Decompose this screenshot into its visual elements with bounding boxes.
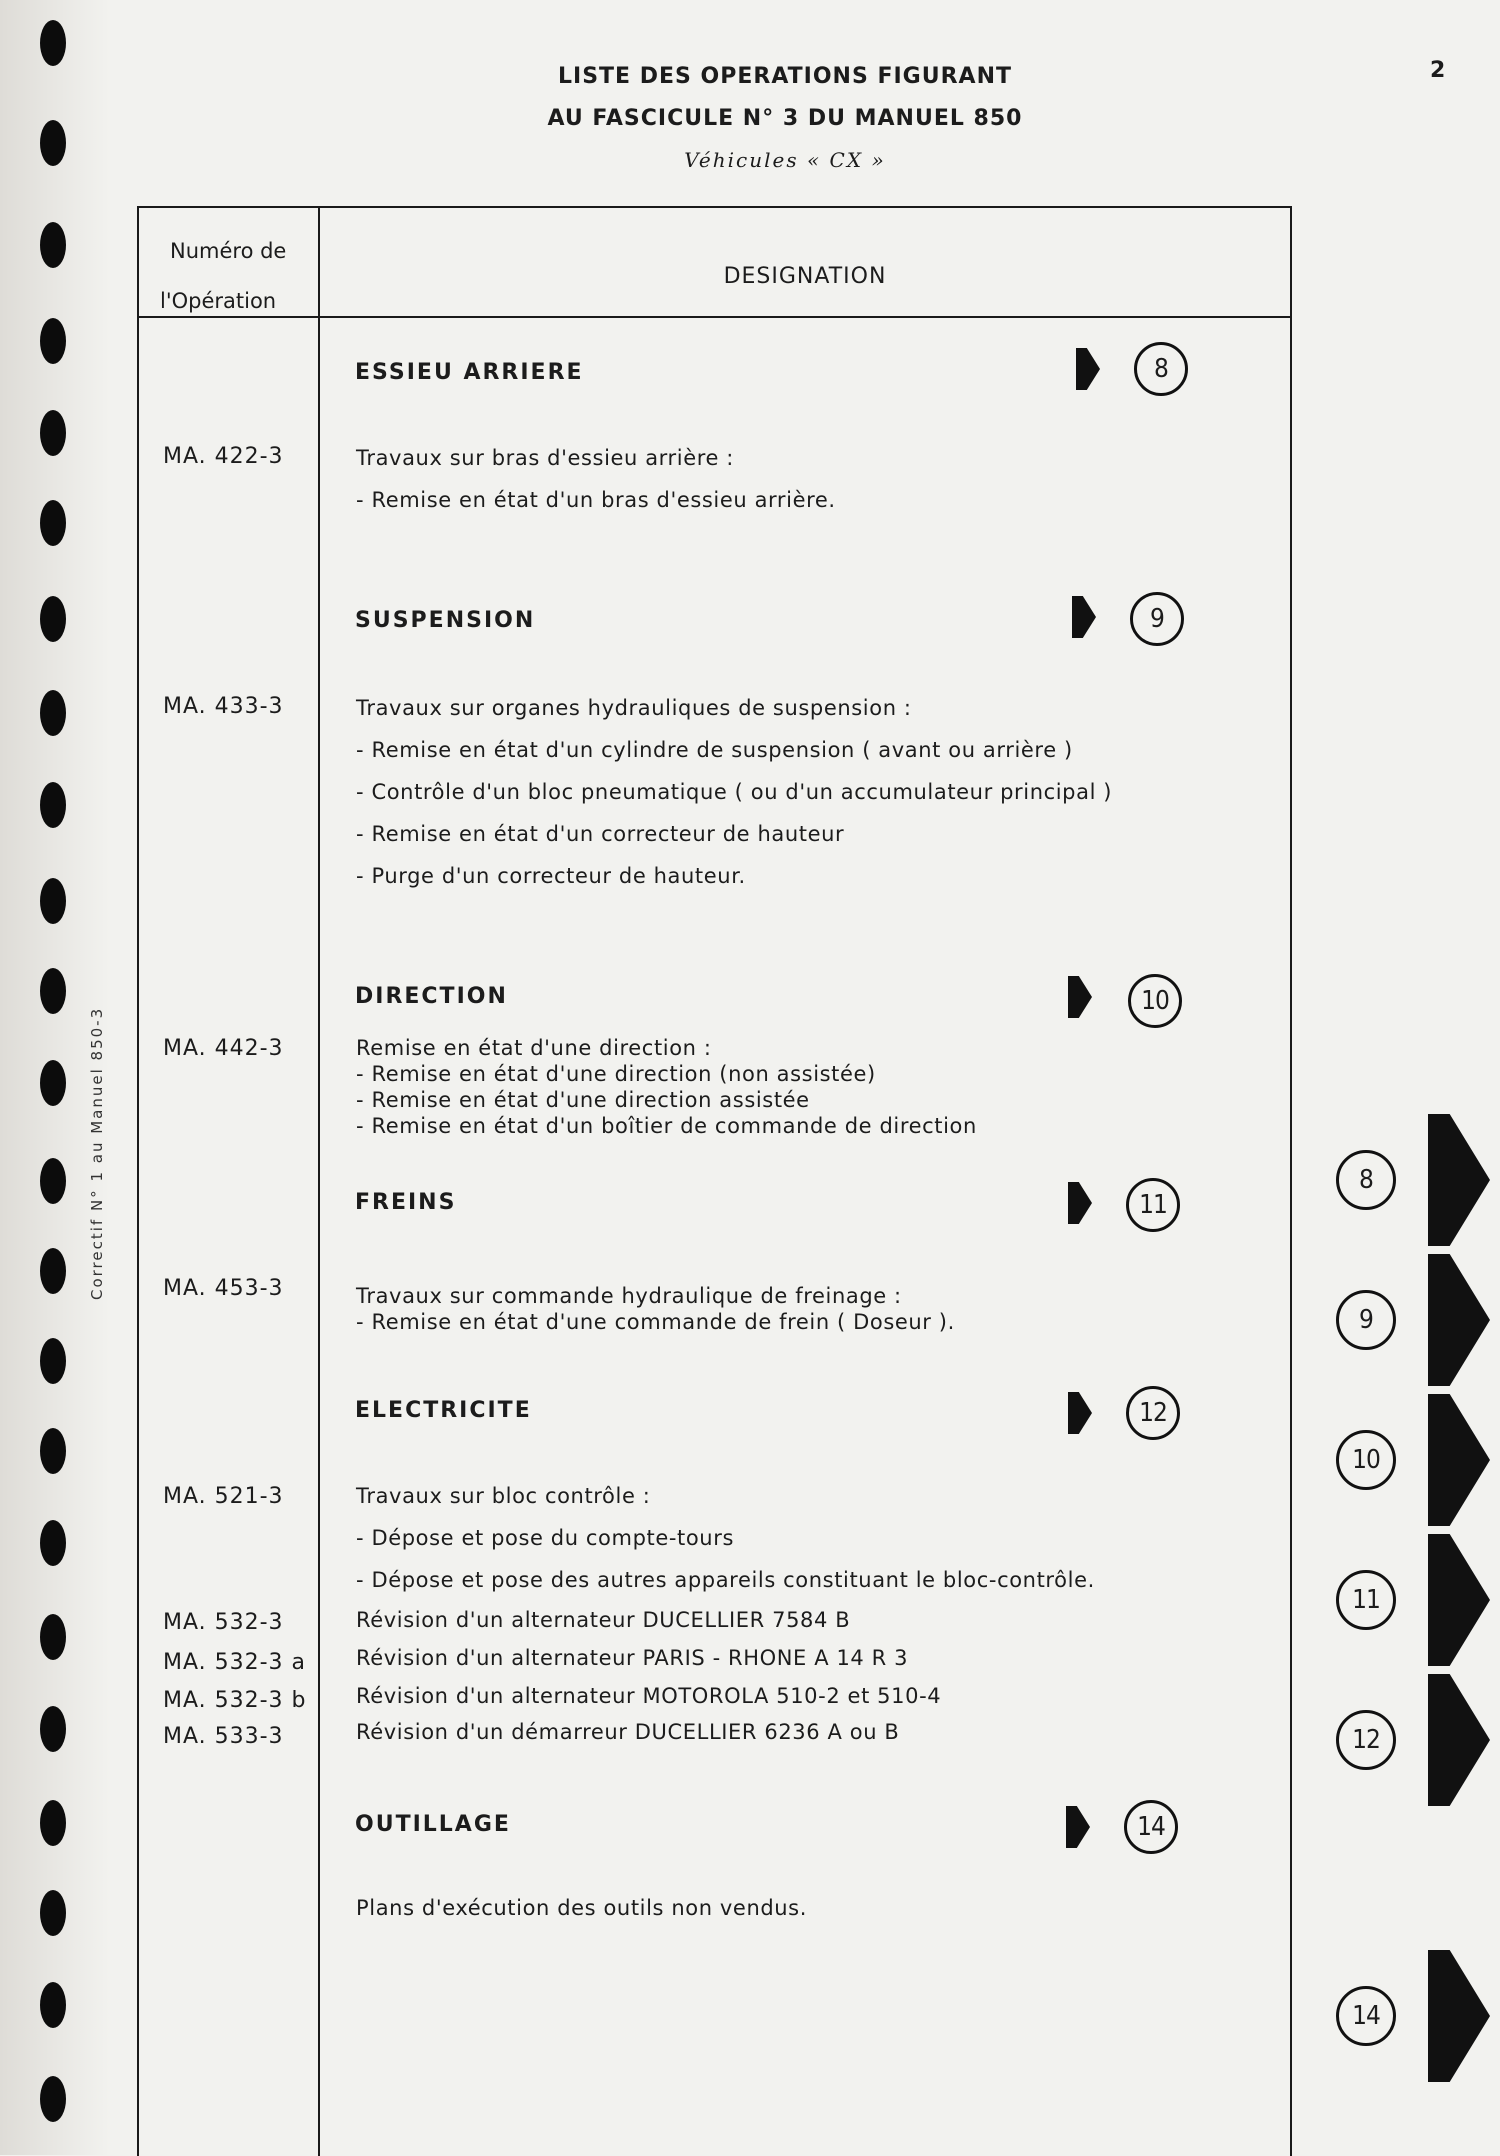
column-header-number-line2: l'Opération [160, 289, 277, 313]
edge-tab-arrow-icon [1428, 1254, 1490, 1386]
operation-line: Remise en état d'une direction : [356, 1036, 712, 1060]
binder-hole [40, 1890, 66, 1936]
tab-circle-icon: 11 [1126, 1178, 1180, 1232]
tab-circle-icon: 10 [1128, 974, 1182, 1028]
operation-line: - Dépose et pose du compte-tours [356, 1526, 734, 1550]
operation-number: MA. 533-3 [163, 1724, 284, 1749]
column-header-number-line1: Numéro de [170, 239, 287, 263]
edge-tab-arrow-icon [1428, 1114, 1490, 1246]
operation-line: Travaux sur commande hydraulique de freinage : [356, 1284, 902, 1308]
binder-hole [40, 968, 66, 1014]
binder-hole [40, 1706, 66, 1752]
operation-line: - Remise en état d'un cylindre de suspension ( avant ou arrière ) [356, 738, 1073, 762]
binder-hole [40, 1248, 66, 1294]
operation-line: Révision d'un démarreur DUCELLIER 6236 A ou B [356, 1720, 900, 1744]
binder-hole [40, 1338, 66, 1384]
operation-line: - Remise en état d'un correcteur de hauteur [356, 822, 845, 846]
section-title-suspension: SUSPENSION [355, 608, 536, 633]
binder-hole [40, 2076, 66, 2122]
tab-circle-icon: 9 [1130, 592, 1184, 646]
operation-line: Révision d'un alternateur DUCELLIER 7584 B [356, 1608, 851, 1632]
binder-hole [40, 318, 66, 364]
column-header-designation: DESIGNATION [723, 264, 887, 289]
header-subtitle: Véhicules « CX » [684, 148, 886, 172]
operation-number: MA. 442-3 [163, 1036, 284, 1061]
operation-line: Révision d'un alternateur MOTOROLA 510-2 et 510-4 [356, 1684, 942, 1708]
binder-hole [40, 1060, 66, 1106]
operation-line: - Remise en état d'un bras d'essieu arrière. [356, 488, 836, 512]
operation-number: MA. 532-3 b [163, 1688, 307, 1713]
operation-number: MA. 422-3 [163, 444, 284, 469]
operation-line: - Purge d'un correcteur de hauteur. [356, 864, 746, 888]
edge-tab-circle-icon: 8 [1336, 1150, 1396, 1210]
binder-hole [40, 1428, 66, 1474]
edge-tab-arrow-icon [1428, 1394, 1490, 1526]
operation-line: Travaux sur bras d'essieu arrière : [356, 446, 734, 470]
section-title-outillage: OUTILLAGE [355, 1812, 511, 1837]
operation-number: MA. 532-3 a [163, 1650, 307, 1675]
edge-tab-circle-icon: 14 [1336, 1986, 1396, 2046]
side-label: Correctif N° 1 au Manuel 850-3 [88, 1006, 106, 1300]
binder-hole [40, 410, 66, 456]
table-column-divider [318, 206, 320, 2156]
operation-line: - Remise en état d'une direction assistée [356, 1088, 810, 1112]
operation-number: MA. 453-3 [163, 1276, 284, 1301]
operation-line: Révision d'un alternateur PARIS - RHONE A 14 R 3 [356, 1646, 909, 1670]
operation-line: - Remise en état d'une commande de frein ( Doseur ). [356, 1310, 955, 1334]
binder-hole [40, 222, 66, 268]
binder-hole [40, 1614, 66, 1660]
operation-number: MA. 433-3 [163, 694, 284, 719]
binder-hole [40, 878, 66, 924]
binder-hole [40, 782, 66, 828]
table-header-divider [137, 316, 1292, 318]
operation-number: MA. 532-3 [163, 1610, 284, 1635]
section-title-direction: DIRECTION [355, 984, 508, 1009]
operation-line: - Remise en état d'une direction (non assistée) [356, 1062, 876, 1086]
binder-hole [40, 500, 66, 546]
tab-circle-icon: 14 [1124, 1800, 1178, 1854]
operation-line: Travaux sur organes hydrauliques de suspension : [356, 696, 912, 720]
binder-hole [40, 1520, 66, 1566]
operation-line: - Remise en état d'un boîtier de commande de direction [356, 1114, 977, 1138]
operation-line: - Dépose et pose des autres appareils constituant le bloc-contrôle. [356, 1568, 1095, 1592]
binder-hole [40, 1158, 66, 1204]
operation-number: MA. 521-3 [163, 1484, 284, 1509]
edge-tab-circle-icon: 9 [1336, 1290, 1396, 1350]
section-title-freins: FREINS [355, 1190, 457, 1215]
edge-tab-arrow-icon [1428, 1674, 1490, 1806]
edge-tab-arrow-icon [1428, 1534, 1490, 1666]
edge-tab-circle-icon: 11 [1336, 1570, 1396, 1630]
header-title-line1: LISTE DES OPERATIONS FIGURANT [558, 64, 1012, 89]
operation-line: - Contrôle d'un bloc pneumatique ( ou d'un accumulateur principal ) [356, 780, 1113, 804]
section-title-essieu: ESSIEU ARRIERE [355, 360, 584, 385]
binder-hole [40, 1982, 66, 2028]
tab-circle-icon: 8 [1134, 342, 1188, 396]
page-number: 2 [1430, 58, 1446, 83]
column-header-number [160, 226, 310, 326]
binder-hole [40, 596, 66, 642]
edge-tab-circle-icon: 10 [1336, 1430, 1396, 1490]
header-title-line2: AU FASCICULE N° 3 DU MANUEL 850 [547, 106, 1023, 131]
operation-line: Travaux sur bloc contrôle : [356, 1484, 651, 1508]
operation-line: Plans d'exécution des outils non vendus. [356, 1896, 808, 1920]
edge-tab-arrow-icon [1428, 1950, 1490, 2082]
section-title-electricite: ELECTRICITE [355, 1398, 532, 1423]
edge-tab-circle-icon: 12 [1336, 1710, 1396, 1770]
tab-circle-icon: 12 [1126, 1386, 1180, 1440]
binder-hole [40, 20, 66, 66]
binder-hole [40, 690, 66, 736]
binder-hole [40, 1800, 66, 1846]
